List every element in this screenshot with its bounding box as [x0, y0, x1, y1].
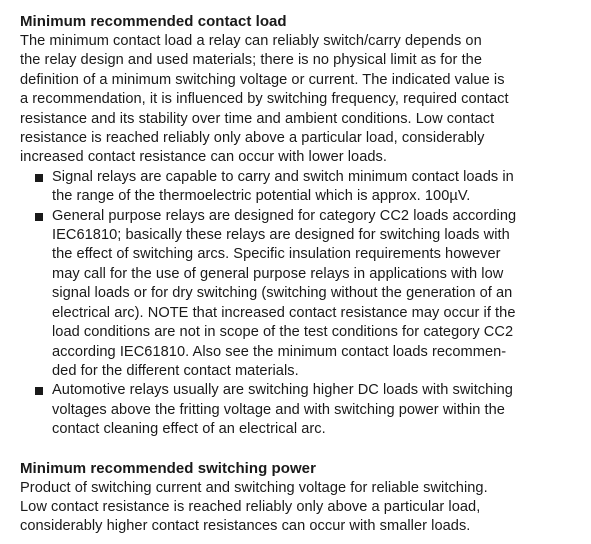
text-line: electrical arc). NOTE that increased contact resistance may occur if the [52, 304, 516, 321]
bullet-item-automotive-relays [20, 381, 577, 439]
paragraph-min-contact-load [20, 32, 577, 168]
text-line: Automotive relays usually are switching higher DC loads with switching [52, 382, 513, 399]
paragraph-min-switching-power [20, 479, 577, 537]
text-line: Signal relays are capable to carry and switch minimum contact loads in [52, 168, 514, 185]
text-line: contact cleaning effect of an electrical arc. [52, 421, 326, 438]
section-spacer [20, 440, 577, 459]
bullet-list [20, 168, 577, 440]
text-line: The minimum contact load a relay can reliably switch/carry depends on [20, 33, 482, 49]
text-line: according IEC61810. Also see the minimum contact loads recommen- [52, 343, 507, 360]
text-line: resistance and its stability over time and ambient conditions. Low contact [20, 110, 495, 127]
text-line: increased contact resistance can occur with lower loads. [20, 149, 388, 166]
text-line: General purpose relays are designed for category CC2 loads according [52, 207, 517, 224]
bullet-item-general-purpose-relays [20, 207, 577, 382]
square-bullet-icon [35, 387, 43, 395]
text-line: ded for the different contact materials. [52, 362, 299, 379]
text-line: Low contact resistance is reached reliably only above a particular load, [20, 498, 481, 515]
text-line: considerably higher contact resistances can occur with smaller loads. [20, 518, 471, 535]
text-line: a recommendation, it is influenced by switching frequency, required contact [20, 91, 509, 108]
text-line: the effect of switching arcs. Specific insulation requirements however [52, 246, 501, 263]
text-line: definition of a minimum switching voltage or current. The indicated value is [20, 71, 505, 88]
text-line: signal loads or for dry switching (switching without the generation of an [52, 285, 513, 302]
text-line: the range of the thermoelectric potential which is approx. 100µV. [52, 188, 471, 205]
bullet-item-signal-relays [20, 168, 577, 207]
square-bullet-icon [35, 213, 43, 221]
text-line: resistance is reached reliably only above a particular load, considerably [20, 130, 485, 147]
text-line: load conditions are not in scope of the test conditions for category CC2 [52, 324, 514, 341]
text-line: Product of switching current and switching voltage for reliable switching. [20, 479, 488, 496]
section-title-min-contact-load: Minimum recommended contact load [20, 13, 287, 30]
square-bullet-icon [35, 174, 43, 182]
section-title-min-switching-power: Minimum recommended switching power [20, 459, 316, 477]
text-line: the relay design and used materials; there is no physical limit as for the [20, 52, 483, 69]
text-line: IEC61810; basically these relays are designed for switching loads with [52, 227, 510, 244]
text-line: may call for the use of general purpose relays in applications with low [52, 265, 504, 282]
text-line: voltages above the fritting voltage and with switching power within the [52, 401, 505, 418]
